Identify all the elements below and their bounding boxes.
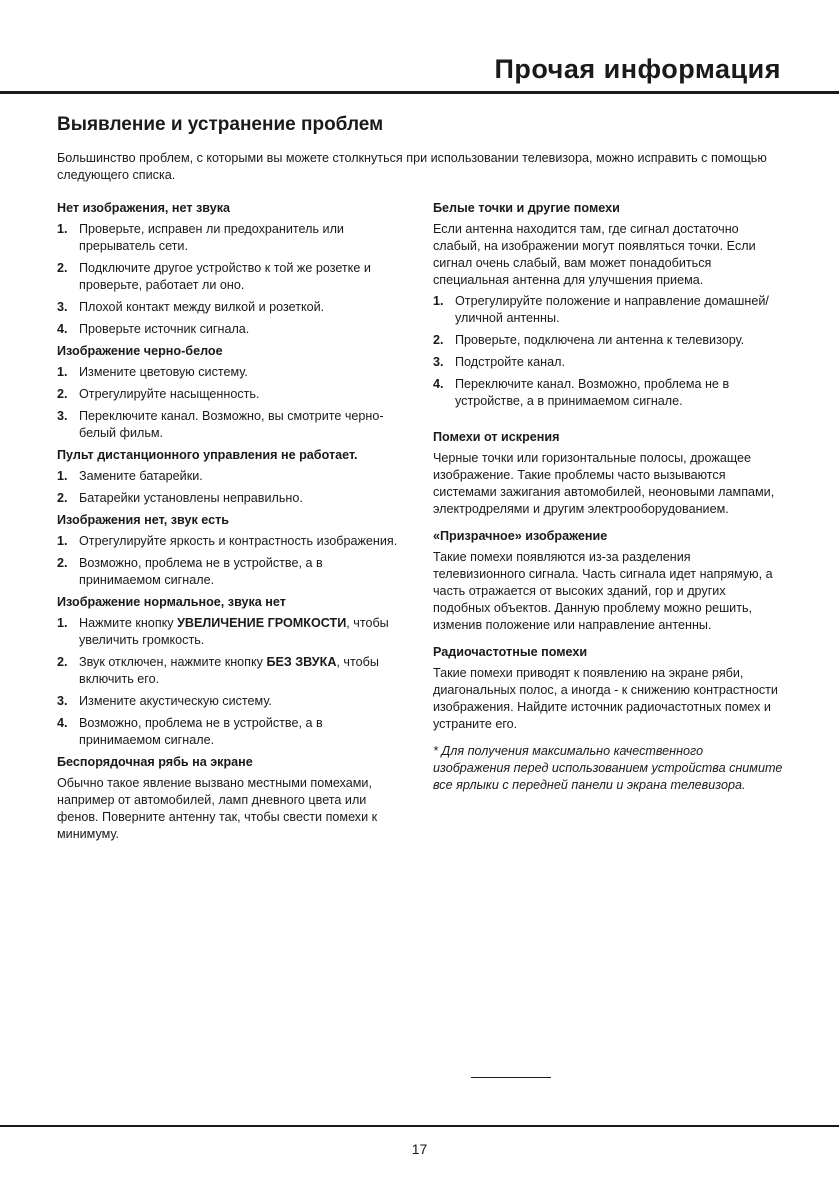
right-column <box>433 200 783 798</box>
list-item: 1. Отрегулируйте яркость и контрастность изображения. <box>57 534 398 548</box>
footnote-note: * Для получения максимально качественного изображения перед использованием устройства снимите все ярлыки с передней панели и экрана телевизора. <box>433 744 783 792</box>
subheading-ghost-image: «Призрачное» изображение <box>433 529 608 543</box>
list-item: 1. Нажмите кнопку УВЕЛИЧЕНИЕ ГРОМКОСТИ, чтобы увеличить громкость. <box>57 616 389 647</box>
section-title: Выявление и устранение проблем <box>57 114 384 135</box>
list-item: 4. Переключите канал. Возможно, проблема не в устройстве, а в принимаемом сигнале. <box>433 377 730 408</box>
list-item: 1. Отрегулируйте положение и направление домашней/уличной антенны. <box>433 294 769 325</box>
paragraph-white-dots: Если антенна находится там, где сигнал достаточно слабый, на изображении могут появляться точки. Если сигнал очень слабый, вам может понадобиться специальная антенна для улучшения приема. <box>433 222 756 287</box>
list-item: 4. Возможно, проблема не в устройстве, а в принимаемом сигнале. <box>57 716 323 747</box>
list-item: 2. Отрегулируйте насыщенность. <box>57 387 260 401</box>
header-rule <box>0 91 839 94</box>
paragraph-rf-interference: Такие помехи приводят к появлению на экране ряби, диагональных полос, а иногда - к снижению контрастности изображения. Найдите источник радиочастотных помех и устраните его. <box>433 666 778 731</box>
list-item: 2. Подключите другое устройство к той же розетке и проверьте, работает ли оно. <box>57 261 371 292</box>
header-title: Прочая информация <box>494 54 781 84</box>
list-item: 2. Батарейки установлены неправильно. <box>57 491 303 505</box>
subheading-black-white: Изображение черно-белое <box>57 344 223 358</box>
subheading-spark-interference: Помехи от искрения <box>433 430 560 444</box>
list-item: 3. Измените акустическую систему. <box>57 694 272 708</box>
list-item: 2. Возможно, проблема не в устройстве, а в принимаемом сигнале. <box>57 556 323 587</box>
subheading-no-picture-sound: Изображения нет, звук есть <box>57 513 230 527</box>
paragraph-spark-interference: Черные точки или горизонтальные полосы, дрожащее изображение. Такие проблемы часто вызываются системами зажигания автомобилей, неоновыми лампами, электродрелями и другим электрооборудованием. <box>433 451 775 516</box>
subheading-picture-no-sound: Изображение нормальное, звука нет <box>57 595 286 609</box>
footnote-rule <box>471 1077 551 1078</box>
list-no-picture-sound <box>57 533 407 589</box>
list-item: 1. Измените цветовую систему. <box>57 365 248 379</box>
list-item: 4. Проверьте источник сигнала. <box>57 322 250 336</box>
paragraph-random-ripple: Обычно такое явление вызвано местными помехами, например от автомобилей, ламп дневного цвета или фенов. Поверните антенну так, чтобы свести помехи к минимуму. <box>57 776 378 841</box>
subheading-remote: Пульт дистанционного управления не работает. <box>57 448 358 462</box>
list-item: 3. Плохой контакт между вилкой и розеткой. <box>57 300 325 314</box>
page-number: 17 <box>411 1141 428 1157</box>
list-item: 2. Звук отключен, нажмите кнопку БЕЗ ЗВУКА, чтобы включить его. <box>57 655 379 686</box>
list-remote <box>57 468 407 507</box>
subheading-no-picture-no-sound: Нет изображения, нет звука <box>57 201 231 215</box>
list-no-picture-no-sound <box>57 221 407 338</box>
footer-rule <box>0 1125 839 1127</box>
list-item: 1. Проверьте, исправен ли предохранитель или прерыватель сети. <box>57 222 344 253</box>
list-item: 1. Замените батарейки. <box>57 469 203 483</box>
subheading-random-ripple: Беспорядочная рябь на экране <box>57 755 253 769</box>
subheading-rf-interference: Радиочастотные помехи <box>433 645 588 659</box>
list-item: 3. Переключите канал. Возможно, вы смотрите черно-белый фильм. <box>57 409 384 440</box>
intro-text: Большинство проблем, с которыми вы можете столкнуться при использовании телевизора, можно исправить с помощью следующего списка. <box>57 151 767 182</box>
left-column <box>57 200 407 847</box>
list-item: 2. Проверьте, подключена ли антенна к телевизору. <box>433 333 745 347</box>
list-picture-no-sound <box>57 615 407 749</box>
subheading-white-dots: Белые точки и другие помехи <box>433 201 620 215</box>
list-item: 3. Подстройте канал. <box>433 355 565 369</box>
list-white-dots <box>433 293 783 410</box>
list-black-white <box>57 364 407 442</box>
paragraph-ghost-image: Такие помехи появляются из-за разделения телевизионного сигнала. Часть сигнала идет напрямую, а часть отражается от высоких зданий, гор и других подобных объектов. Данную проблему можно решить, изменив положение или направление антенны. <box>433 550 773 632</box>
